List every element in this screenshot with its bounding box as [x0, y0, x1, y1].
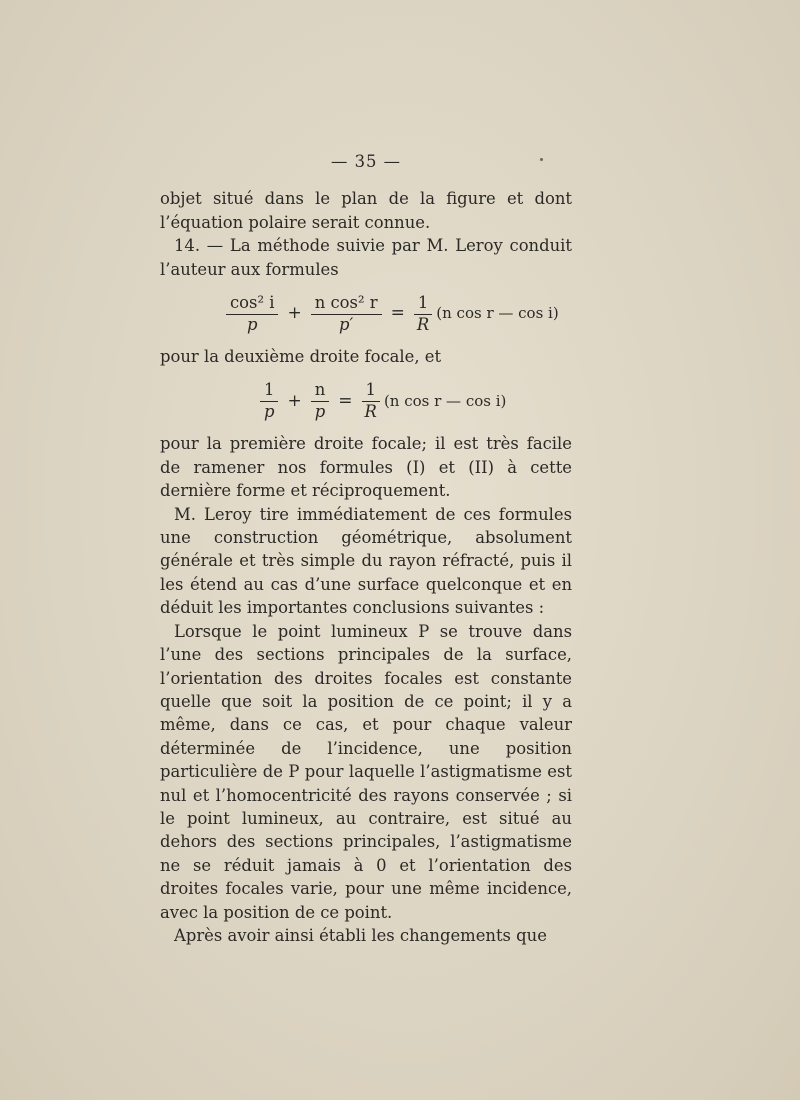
equals-sign: = — [390, 303, 405, 324]
denominator: R — [416, 315, 430, 335]
plus-sign: + — [287, 390, 302, 411]
paragraph-4: pour la première droite focale; il est très facile de ramener nos formules (I) et (II) à cette dernière forme et réciproquement. — [160, 434, 572, 501]
numerator: 1 — [260, 381, 278, 402]
denominator: R — [364, 402, 377, 422]
denominator: p — [263, 402, 275, 422]
numerator: 1 — [414, 294, 432, 315]
numerator: n cos² r — [311, 294, 382, 315]
plus-sign: + — [287, 303, 302, 324]
formula-first-focal — [160, 370, 572, 432]
denominator: p — [314, 402, 326, 422]
paragraph-3: pour la deuxième droite focale, et — [160, 347, 442, 367]
equals-sign: = — [338, 390, 353, 411]
formula-second-focal — [160, 283, 572, 345]
fraction — [260, 381, 278, 421]
denominator: p′ — [339, 315, 354, 335]
denominator: p — [246, 315, 258, 335]
numerator: cos² i — [226, 294, 278, 315]
paragraph-1: objet situé dans le plan de la figure et dont l’équation polaire serait connue. — [160, 189, 572, 232]
fraction — [362, 381, 380, 421]
fraction — [226, 294, 278, 334]
fraction — [414, 294, 432, 334]
page-text — [160, 150, 572, 947]
parenthesized-term: (n cos r — cos i) — [436, 304, 559, 323]
numerator: n — [311, 381, 330, 402]
paragraph-6: Lorsque le point lumineux P se trouve dans l’une des sections principales de la surface, l’orientation des droites focales est constante quelle que soit la position de ce point; il y a même, dans ce cas, et pour chaque valeur déterminée de l’incidence, une position particulière de P pour laquelle l’astigmatisme est nul et l’homocentricité des rayons conservée ; si le point lumineux, au contraire, est situé au dehors des sections principales, l’astigmatisme ne se réduit jamais à 0 et l’orientation des droites focales varie, pour une même incidence, avec la position de ce point. — [160, 621, 572, 922]
paragraph-5: M. Leroy tire immédiatement de ces formules une construction géométrique, absolument générale et très simple du rayon réfracté, puis il les étend au cas d’une surface quelconque et en déduit les importantes conclusions suivantes : — [160, 504, 572, 618]
paragraph-2: 14. — La méthode suivie par M. Leroy conduit l’auteur aux formules — [160, 236, 572, 279]
fraction — [311, 381, 330, 421]
parenthesized-term: (n cos r — cos i) — [383, 391, 507, 410]
paragraph-7: Après avoir ainsi établi les changements que — [174, 925, 547, 945]
numerator: 1 — [362, 381, 380, 402]
page-number: — 35 — — [330, 152, 402, 171]
fraction — [311, 294, 382, 334]
